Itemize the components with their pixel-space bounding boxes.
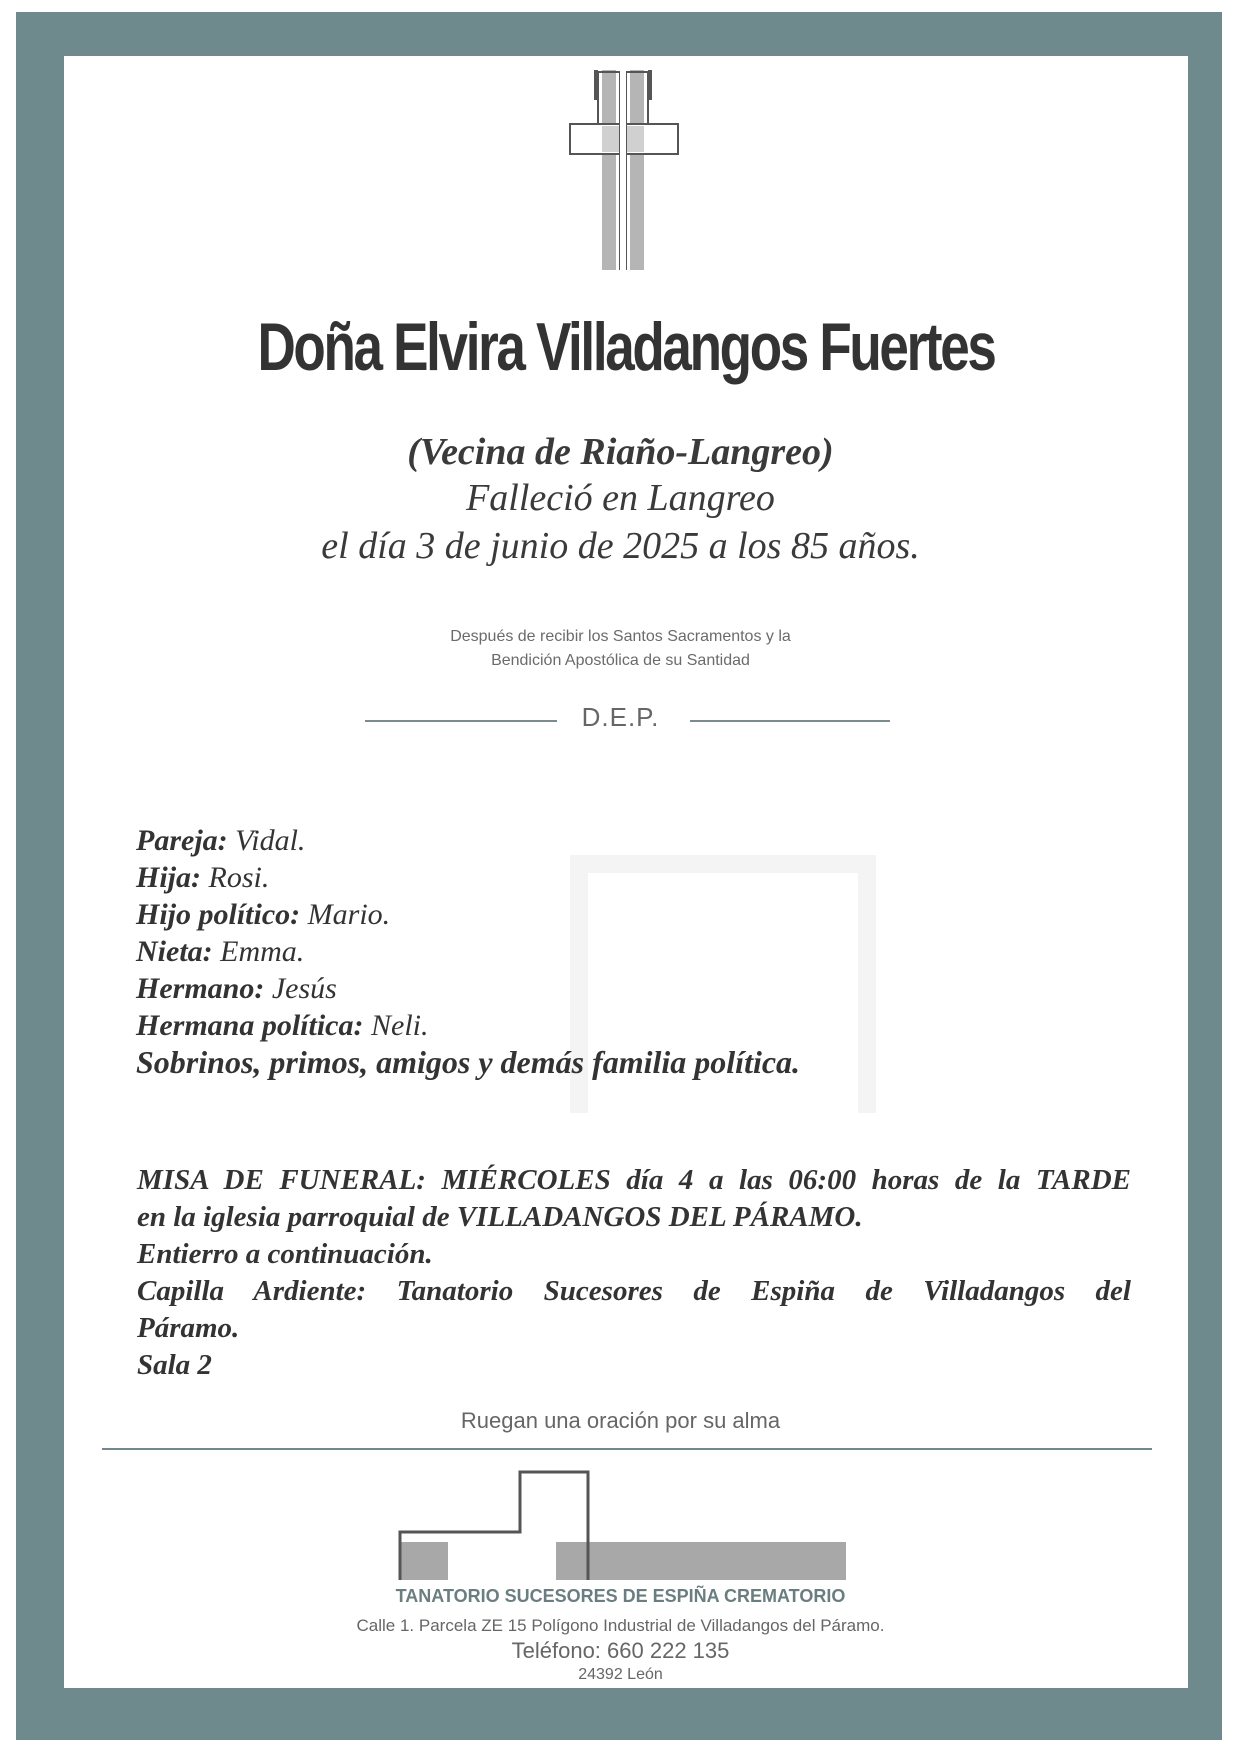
company-address: Calle 1. Parcela ZE 15 Polígono Industrial de Villadangos del Páramo. [356,1616,885,1635]
cross-icon [568,70,684,272]
family-row: Hermana política: Neli. [136,1009,429,1042]
death-place: Falleció en Langreo [466,477,775,519]
residence: (Vecina de Riaño-Langreo) [407,431,834,473]
sacraments-line-2: Bendición Apostólica de su Santidad [491,652,750,669]
chapel-info: Capilla Ardiente: Tanatorio Sucesores de Espiña de Villadangos del [137,1275,1131,1307]
company-postal: 24392 León [578,1666,663,1683]
funeral-mass: MISA DE FUNERAL: MIÉRCOLES día 4 a las 06:00 horas de la TARDE [137,1164,1131,1196]
family-row: Hermano: Jesús [136,972,337,1005]
family-row: Hijo político: Mario. [136,898,391,931]
extended-family: Sobrinos, primos, amigos y demás familia política. [136,1044,801,1080]
family-row: Pareja: Vidal. [136,824,306,857]
deceased-name: Doña Elvira Villadangos Fuertes [257,309,995,385]
company-name: TANATORIO SUCESORES DE ESPIÑA CREMATORIO [395,1586,846,1606]
company-phone: Teléfono: 660 222 135 [511,1638,730,1663]
funeral-home-logo [398,1470,852,1582]
chapel-info-cont: Páramo. [137,1312,240,1344]
footer-divider [102,1448,1152,1450]
family-row: Hija: Rosi. [136,861,270,894]
prayer-request: Ruegan una oración por su alma [460,1408,781,1433]
sacraments-line-1: Después de recibir los Santos Sacramentos y la [450,628,791,645]
burial-info: Entierro a continuación. [137,1238,433,1270]
family-row: Nieta: Emma. [136,935,305,968]
death-date: el día 3 de junio de 2025 a los 85 años. [321,525,920,567]
room-info: Sala 2 [137,1349,212,1381]
dep-divider-right [690,720,890,722]
dep-label: D.E.P. [581,702,660,732]
funeral-church: en la iglesia parroquial de VILLADANGOS DEL PÁRAMO. [137,1201,863,1233]
